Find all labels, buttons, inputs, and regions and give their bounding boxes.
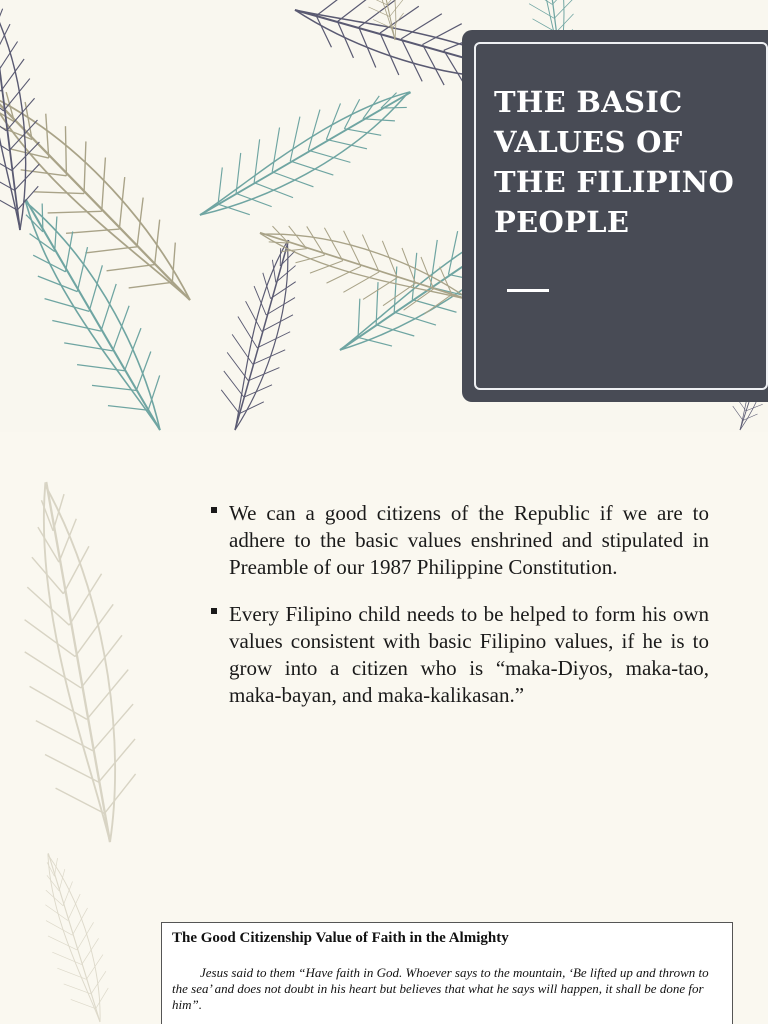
title-card [462, 30, 768, 402]
title-underline [507, 289, 549, 292]
bullet-square-icon [211, 507, 217, 513]
section-heading: The Good Citizenship Value of Faith in the Almighty [172, 930, 509, 946]
scripture-quote: Jesus said to them “Have faith in God. Whoever says to the mountain, ‘Be lifted up and thrown to the sea’ and does not doubt in his heart but believes that what he says will happen, it shall be done for him”. [172, 965, 709, 1012]
bullet-text: We can a good citizens of the Republic if we are to adhere to the basic values enshrined and stipulated in Preamble of our 1987 Philippine Constitution. [229, 501, 709, 579]
bullet-item [209, 601, 709, 709]
bullet-text: Every Filipino child needs to be helped to form his own values consistent with basic Filipino values, if he is to grow into a citizen who is “maka-Diyos, maka-tao, maka-bayan, and maka-kalikasan.” [229, 602, 709, 707]
slide-title: THE BASIC VALUES OF THE FILIPINO PEOPLE [494, 85, 735, 239]
citizenship-text-box [161, 922, 733, 1024]
title-slide [0, 0, 768, 432]
bullet-square-icon [211, 608, 217, 614]
bullet-item [209, 500, 709, 581]
bullet-list [209, 500, 709, 729]
